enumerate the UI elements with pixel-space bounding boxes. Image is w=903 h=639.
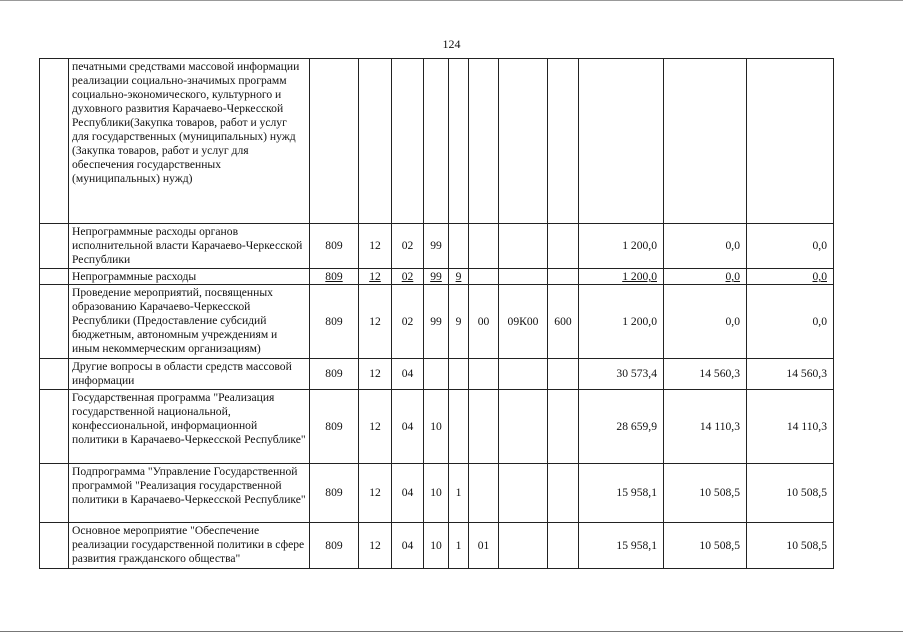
row-number-cell — [40, 390, 69, 464]
activity-code-cell — [469, 464, 499, 523]
subprogram-code-cell: 9 — [449, 285, 469, 359]
description-cell: Проведение мероприятий, посвященных образованию Карачаево-Черкесской Республики (Предоставление субсидий бюджетным, автономным учреждениям и иным некоммерческим организациям) — [69, 285, 310, 359]
expense-type-cell — [548, 390, 579, 464]
ministry-code-cell: 809 — [310, 285, 359, 359]
description-cell: Подпрограмма "Управление Государственной программой "Реализация государственной политики в Карачаево-Черкесской Республике" — [69, 464, 310, 523]
description-cell: Другие вопросы в области средств массовой информации — [69, 359, 310, 390]
subsection-code-cell: 02 — [392, 224, 424, 269]
direction-code-cell — [499, 523, 548, 569]
amount-year2-cell: 0,0 — [664, 285, 747, 359]
subsection-code-cell: 02 — [392, 269, 424, 285]
amount-year3-cell: 10 508,5 — [747, 523, 834, 569]
subprogram-code-cell: 1 — [449, 464, 469, 523]
table-row — [40, 269, 834, 285]
subprogram-code-cell: 9 — [449, 269, 469, 285]
ministry-code-cell: 809 — [310, 390, 359, 464]
activity-code-cell — [469, 59, 499, 224]
row-number-cell — [40, 523, 69, 569]
program-code-cell: 10 — [424, 464, 449, 523]
description-cell: Непрограммные расходы — [69, 269, 310, 285]
section-code-cell: 12 — [359, 464, 392, 523]
amount-year1-cell: 15 958,1 — [579, 523, 664, 569]
subsection-code-cell: 02 — [392, 285, 424, 359]
table-row — [40, 359, 834, 390]
table-row — [40, 285, 834, 359]
subprogram-code-cell — [449, 224, 469, 269]
amount-year3-cell — [747, 59, 834, 224]
row-number-cell — [40, 269, 69, 285]
ministry-code-cell: 809 — [310, 224, 359, 269]
amount-year1-cell: 15 958,1 — [579, 464, 664, 523]
row-number-cell — [40, 224, 69, 269]
table-row — [40, 464, 834, 523]
row-number-cell — [40, 285, 69, 359]
expense-type-cell — [548, 359, 579, 390]
subsection-code-cell — [392, 59, 424, 224]
amount-year1-cell: 1 200,0 — [579, 269, 664, 285]
activity-code-cell — [469, 359, 499, 390]
description-cell: Основное мероприятие "Обеспечение реализации государственной политики в сфере развития гражданского общества" — [69, 523, 310, 569]
activity-code-cell — [469, 269, 499, 285]
amount-year3-cell: 0,0 — [747, 285, 834, 359]
amount-year2-cell: 14 110,3 — [664, 390, 747, 464]
scan-top-edge — [0, 0, 903, 1]
amount-year3-cell: 10 508,5 — [747, 464, 834, 523]
activity-code-cell — [469, 390, 499, 464]
section-code-cell: 12 — [359, 390, 392, 464]
ministry-code-cell — [310, 59, 359, 224]
subprogram-code-cell — [449, 390, 469, 464]
direction-code-cell — [499, 359, 548, 390]
amount-year1-cell — [579, 59, 664, 224]
direction-code-cell — [499, 224, 548, 269]
ministry-code-cell: 809 — [310, 269, 359, 285]
section-code-cell: 12 — [359, 224, 392, 269]
program-code-cell — [424, 359, 449, 390]
expense-type-cell: 600 — [548, 285, 579, 359]
amount-year1-cell: 1 200,0 — [579, 285, 664, 359]
amount-year2-cell: 10 508,5 — [664, 523, 747, 569]
subprogram-code-cell — [449, 59, 469, 224]
section-code-cell: 12 — [359, 285, 392, 359]
row-number-cell — [40, 359, 69, 390]
direction-code-cell: 09К00 — [499, 285, 548, 359]
section-code-cell: 12 — [359, 523, 392, 569]
description-cell: печатными средствами массовой информации реализации социально-значимых программ социально-экономического, культурного и духовного развития Карачаево-Черкесской Республики(Закупка товаров, работ и услуг для государственных (муниципальных) нужд (Закупка товаров, работ и услуг для обеспечения государственных (муниципальных) нужд) — [69, 59, 310, 224]
program-code-cell: 10 — [424, 390, 449, 464]
expense-type-cell — [548, 464, 579, 523]
section-code-cell: 12 — [359, 269, 392, 285]
program-code-cell: 99 — [424, 285, 449, 359]
amount-year2-cell: 14 560,3 — [664, 359, 747, 390]
expense-type-cell — [548, 224, 579, 269]
amount-year2-cell — [664, 59, 747, 224]
direction-code-cell — [499, 59, 548, 224]
direction-code-cell — [499, 464, 548, 523]
section-code-cell — [359, 59, 392, 224]
program-code-cell: 99 — [424, 224, 449, 269]
page-number: 124 — [442, 37, 461, 51]
table-row — [40, 523, 834, 569]
amount-year3-cell: 14 110,3 — [747, 390, 834, 464]
ministry-code-cell: 809 — [310, 464, 359, 523]
direction-code-cell — [499, 269, 548, 285]
subprogram-code-cell — [449, 359, 469, 390]
expense-type-cell — [548, 269, 579, 285]
program-code-cell: 99 — [424, 269, 449, 285]
direction-code-cell — [499, 390, 548, 464]
ministry-code-cell: 809 — [310, 359, 359, 390]
scan-bottom-edge — [0, 631, 903, 632]
ministry-code-cell: 809 — [310, 523, 359, 569]
expense-type-cell — [548, 59, 579, 224]
table-row — [40, 390, 834, 464]
row-number-cell — [40, 59, 69, 224]
amount-year1-cell: 1 200,0 — [579, 224, 664, 269]
subsection-code-cell: 04 — [392, 464, 424, 523]
subsection-code-cell: 04 — [392, 523, 424, 569]
amount-year1-cell: 28 659,9 — [579, 390, 664, 464]
row-number-cell — [40, 464, 69, 523]
subprogram-code-cell: 1 — [449, 523, 469, 569]
subsection-code-cell: 04 — [392, 359, 424, 390]
amount-year1-cell: 30 573,4 — [579, 359, 664, 390]
amount-year3-cell: 14 560,3 — [747, 359, 834, 390]
program-code-cell: 10 — [424, 523, 449, 569]
activity-code-cell — [469, 224, 499, 269]
table-row — [40, 224, 834, 269]
activity-code-cell: 01 — [469, 523, 499, 569]
budget-table — [39, 58, 834, 569]
budget-table-body — [40, 59, 834, 569]
amount-year3-cell: 0,0 — [747, 269, 834, 285]
description-cell: Непрограммные расходы органов исполнительной власти Карачаево-Черкесской Республики — [69, 224, 310, 269]
program-code-cell — [424, 59, 449, 224]
subsection-code-cell: 04 — [392, 390, 424, 464]
activity-code-cell: 00 — [469, 285, 499, 359]
table-row — [40, 59, 834, 224]
expense-type-cell — [548, 523, 579, 569]
amount-year2-cell: 0,0 — [664, 269, 747, 285]
section-code-cell: 12 — [359, 359, 392, 390]
amount-year2-cell: 10 508,5 — [664, 464, 747, 523]
amount-year3-cell: 0,0 — [747, 224, 834, 269]
amount-year2-cell: 0,0 — [664, 224, 747, 269]
description-cell: Государственная программа "Реализация государственной национальной, конфессиональной, информационной политики в Карачаево-Черкесской Республике" — [69, 390, 310, 464]
